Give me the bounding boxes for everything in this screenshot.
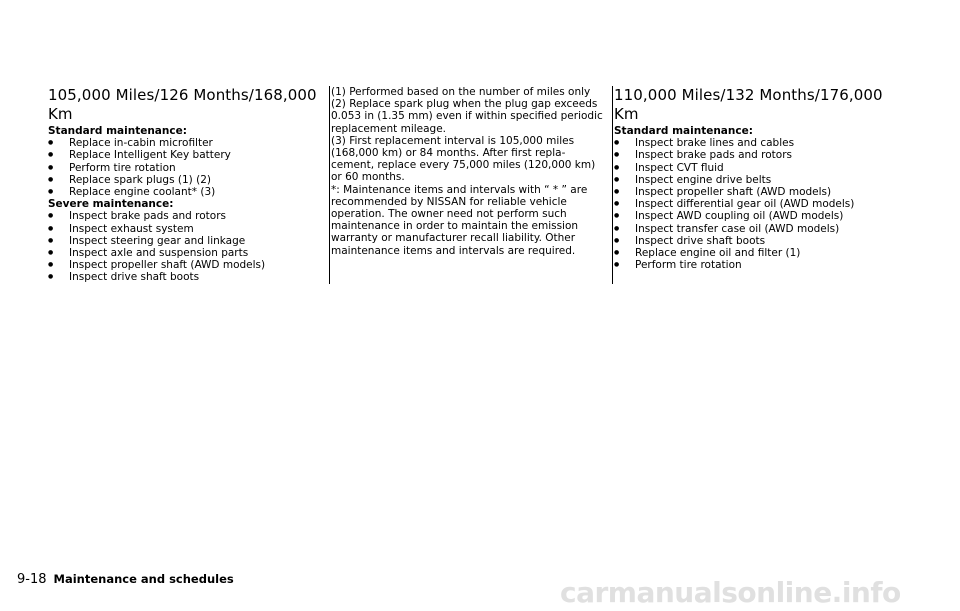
footnote: (1) Performed based on the number of miles only [331,86,591,98]
list-item: ● Inspect drive shaft boots [614,235,889,247]
list-item: ● Replace engine oil and filter (1) [614,247,889,259]
column-divider [612,86,613,284]
column-notes [331,86,603,257]
section-title: Maintenance and schedules [53,572,234,586]
maintenance-list [48,137,320,198]
page-footer [17,568,234,587]
group-heading: Standard maintenance: [614,125,753,137]
list-item: ● Replace spark plugs (1) (2) [48,174,320,186]
group-heading: Severe maintenance: [48,198,174,211]
list-item: ● Replace Intelligent Key battery [48,149,320,161]
list-item: ● Inspect propeller shaft (AWD models) [48,259,320,271]
list-item: ● Inspect CVT fluid [614,162,889,174]
group-heading: Standard maintenance: [48,125,187,137]
list-item: ● Perform tire rotation [614,259,889,271]
list-item: ● Inspect propeller shaft (AWD models) [614,186,889,198]
footnote: *: Maintenance items and intervals with “ * ” are recommended by NISSAN for reliable vehicle operation. The owner need not perform such maintenance in order to maintain the emission warranty or manufacturer recall liability. Other maintenance items and intervals are required. [331,183,588,257]
watermark: carmanualsonline.info [560,576,901,609]
page-number: 9-18 [17,572,47,587]
list-item: ● Perform tire rotation [48,162,320,174]
column-105000 [48,86,320,284]
list-item: ● Inspect exhaust system [48,223,320,235]
list-item: ● Inspect differential gear oil (AWD models) [614,198,889,210]
section-heading: 110,000 Miles/132 Months/176,000 Km [614,86,883,123]
maintenance-list [48,210,320,283]
list-item: ● Inspect steering gear and linkage [48,235,320,247]
list-item: ● Inspect axle and suspension parts [48,247,320,259]
list-item: ● Inspect transfer case oil (AWD models) [614,223,889,235]
list-item: ● Replace engine coolant* (3) [48,186,320,198]
column-divider [329,86,330,284]
footnote: (3) First replacement interval is 105,000 miles (168,000 km) or 84 months. After first repla- cement, replace every 75,000 miles (120,000 km) or 60 months. [331,134,596,184]
list-item: ● Inspect engine drive belts [614,174,889,186]
column-110000 [614,86,889,271]
list-item: ● Inspect drive shaft boots [48,271,320,283]
list-item: ● Inspect AWD coupling oil (AWD models) [614,210,889,222]
list-item: ● Inspect brake pads and rotors [48,210,320,222]
section-heading: 105,000 Miles/126 Months/168,000 Km [48,86,317,123]
list-item: ● Inspect brake pads and rotors [614,149,889,161]
footnote: (2) Replace spark plug when the plug gap exceeds 0.053 in (1.35 mm) even if within specified periodic replacement mileage. [331,98,603,135]
list-item: ● Inspect brake lines and cables [614,137,889,149]
list-item: ● Replace in-cabin microfilter [48,137,320,149]
maintenance-list [614,137,889,271]
